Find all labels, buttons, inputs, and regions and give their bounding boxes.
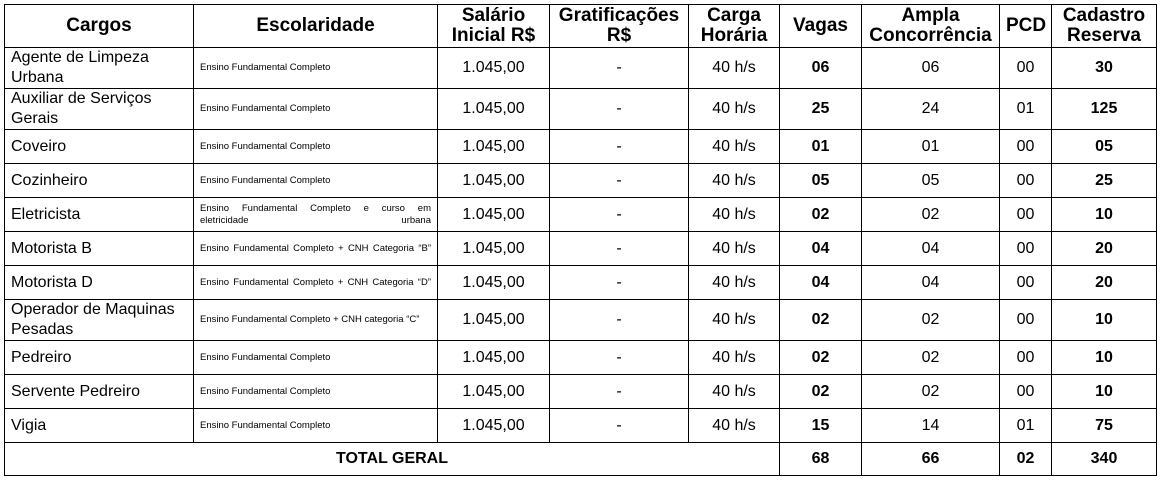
cargo-cell: Motorista B xyxy=(5,232,194,266)
header-carga-horaria: Carga Horária xyxy=(689,5,780,48)
header-vagas: Vagas xyxy=(780,5,862,48)
salario-cell: 1.045,00 xyxy=(438,341,550,375)
table-row xyxy=(5,375,1157,409)
pcd-cell: 00 xyxy=(1000,48,1052,89)
header-row xyxy=(5,5,1157,48)
pcd-cell: 00 xyxy=(1000,198,1052,232)
salario-cell: 1.045,00 xyxy=(438,266,550,300)
vagas-cell: 05 xyxy=(780,164,862,198)
cadastro-cell: 75 xyxy=(1052,409,1157,443)
pcd-cell: 00 xyxy=(1000,232,1052,266)
table-row xyxy=(5,409,1157,443)
cadastro-cell: 10 xyxy=(1052,198,1157,232)
table-row xyxy=(5,300,1157,341)
gratificacoes-cell: - xyxy=(550,130,689,164)
vagas-cell: 01 xyxy=(780,130,862,164)
ampla-cell: 04 xyxy=(862,232,1000,266)
pcd-cell: 00 xyxy=(1000,375,1052,409)
vagas-cell: 15 xyxy=(780,409,862,443)
carga-cell: 40 h/s xyxy=(689,89,780,130)
cadastro-cell: 20 xyxy=(1052,232,1157,266)
total-row xyxy=(5,443,1157,476)
salario-cell: 1.045,00 xyxy=(438,89,550,130)
escolaridade-cell: Ensino Fundamental Completo xyxy=(194,130,438,164)
cargo-cell: Agente de Limpeza Urbana xyxy=(5,48,194,89)
salario-cell: 1.045,00 xyxy=(438,232,550,266)
salario-cell: 1.045,00 xyxy=(438,198,550,232)
escolaridade-cell: Ensino Fundamental Completo xyxy=(194,164,438,198)
header-cadastro-reserva: Cadastro Reserva xyxy=(1052,5,1157,48)
salario-cell: 1.045,00 xyxy=(438,48,550,89)
ampla-cell: 02 xyxy=(862,341,1000,375)
pcd-cell: 00 xyxy=(1000,130,1052,164)
ampla-cell: 14 xyxy=(862,409,1000,443)
escolaridade-cell: Ensino Fundamental Completo xyxy=(194,89,438,130)
total-pcd: 02 xyxy=(1000,443,1052,476)
cadastro-cell: 125 xyxy=(1052,89,1157,130)
table-row xyxy=(5,130,1157,164)
escolaridade-cell: Ensino Fundamental Completo xyxy=(194,341,438,375)
vagas-cell: 02 xyxy=(780,300,862,341)
cadastro-cell: 20 xyxy=(1052,266,1157,300)
ampla-cell: 04 xyxy=(862,266,1000,300)
gratificacoes-cell: - xyxy=(550,89,689,130)
gratificacoes-cell: - xyxy=(550,409,689,443)
total-cadastro: 340 xyxy=(1052,443,1157,476)
gratificacoes-cell: - xyxy=(550,48,689,89)
header-escolaridade: Escolaridade xyxy=(194,5,438,48)
cargo-cell: Pedreiro xyxy=(5,341,194,375)
total-ampla: 66 xyxy=(862,443,1000,476)
gratificacoes-cell: - xyxy=(550,232,689,266)
salario-cell: 1.045,00 xyxy=(438,130,550,164)
table-row xyxy=(5,266,1157,300)
vagas-cell: 06 xyxy=(780,48,862,89)
escolaridade-cell: Ensino Fundamental Completo e curso em eletricidade urbana xyxy=(194,198,438,232)
ampla-cell: 06 xyxy=(862,48,1000,89)
cargo-cell: Auxiliar de Serviços Gerais xyxy=(5,89,194,130)
cargo-cell: Eletricista xyxy=(5,198,194,232)
cadastro-cell: 25 xyxy=(1052,164,1157,198)
escolaridade-cell: Ensino Fundamental Completo xyxy=(194,375,438,409)
vacancies-table xyxy=(4,4,1157,476)
cadastro-cell: 10 xyxy=(1052,375,1157,409)
vagas-cell: 04 xyxy=(780,266,862,300)
carga-cell: 40 h/s xyxy=(689,164,780,198)
gratificacoes-cell: - xyxy=(550,341,689,375)
escolaridade-cell: Ensino Fundamental Completo xyxy=(194,48,438,89)
gratificacoes-cell: - xyxy=(550,266,689,300)
salario-cell: 1.045,00 xyxy=(438,409,550,443)
gratificacoes-cell: - xyxy=(550,300,689,341)
vagas-cell: 02 xyxy=(780,198,862,232)
carga-cell: 40 h/s xyxy=(689,409,780,443)
escolaridade-cell: Ensino Fundamental Completo xyxy=(194,409,438,443)
ampla-cell: 02 xyxy=(862,300,1000,341)
table-row xyxy=(5,198,1157,232)
pcd-cell: 01 xyxy=(1000,409,1052,443)
carga-cell: 40 h/s xyxy=(689,232,780,266)
total-label: TOTAL GERAL xyxy=(5,443,780,476)
gratificacoes-cell: - xyxy=(550,164,689,198)
ampla-cell: 01 xyxy=(862,130,1000,164)
header-cargos: Cargos xyxy=(5,5,194,48)
header-pcd: PCD xyxy=(1000,5,1052,48)
cargo-cell: Vigia xyxy=(5,409,194,443)
table-row xyxy=(5,164,1157,198)
salario-cell: 1.045,00 xyxy=(438,300,550,341)
vagas-cell: 04 xyxy=(780,232,862,266)
cargo-cell: Servente Pedreiro xyxy=(5,375,194,409)
carga-cell: 40 h/s xyxy=(689,198,780,232)
carga-cell: 40 h/s xyxy=(689,266,780,300)
vagas-cell: 02 xyxy=(780,375,862,409)
escolaridade-cell: Ensino Fundamental Completo + CNH categoria “C” xyxy=(194,300,438,341)
ampla-cell: 02 xyxy=(862,198,1000,232)
cargo-cell: Cozinheiro xyxy=(5,164,194,198)
pcd-cell: 00 xyxy=(1000,300,1052,341)
table-row xyxy=(5,48,1157,89)
pcd-cell: 01 xyxy=(1000,89,1052,130)
header-salario: Salário Inicial R$ xyxy=(438,5,550,48)
carga-cell: 40 h/s xyxy=(689,130,780,164)
cargo-cell: Motorista D xyxy=(5,266,194,300)
ampla-cell: 02 xyxy=(862,375,1000,409)
pcd-cell: 00 xyxy=(1000,164,1052,198)
carga-cell: 40 h/s xyxy=(689,341,780,375)
vagas-cell: 02 xyxy=(780,341,862,375)
carga-cell: 40 h/s xyxy=(689,300,780,341)
table-row xyxy=(5,89,1157,130)
header-gratificacoes: Gratificações R$ xyxy=(550,5,689,48)
pcd-cell: 00 xyxy=(1000,341,1052,375)
carga-cell: 40 h/s xyxy=(689,375,780,409)
cadastro-cell: 05 xyxy=(1052,130,1157,164)
header-ampla-concorrencia: Ampla Concorrência xyxy=(862,5,1000,48)
gratificacoes-cell: - xyxy=(550,375,689,409)
cadastro-cell: 10 xyxy=(1052,300,1157,341)
salario-cell: 1.045,00 xyxy=(438,164,550,198)
table-row xyxy=(5,341,1157,375)
cargo-cell: Coveiro xyxy=(5,130,194,164)
ampla-cell: 05 xyxy=(862,164,1000,198)
cadastro-cell: 10 xyxy=(1052,341,1157,375)
gratificacoes-cell: - xyxy=(550,198,689,232)
total-vagas: 68 xyxy=(780,443,862,476)
cargo-cell: Operador de Maquinas Pesadas xyxy=(5,300,194,341)
table-row xyxy=(5,232,1157,266)
ampla-cell: 24 xyxy=(862,89,1000,130)
vagas-cell: 25 xyxy=(780,89,862,130)
salario-cell: 1.045,00 xyxy=(438,375,550,409)
escolaridade-cell: Ensino Fundamental Completo + CNH Categoria “D” xyxy=(194,266,438,300)
cadastro-cell: 30 xyxy=(1052,48,1157,89)
escolaridade-cell: Ensino Fundamental Completo + CNH Categoria “B” xyxy=(194,232,438,266)
carga-cell: 40 h/s xyxy=(689,48,780,89)
pcd-cell: 00 xyxy=(1000,266,1052,300)
